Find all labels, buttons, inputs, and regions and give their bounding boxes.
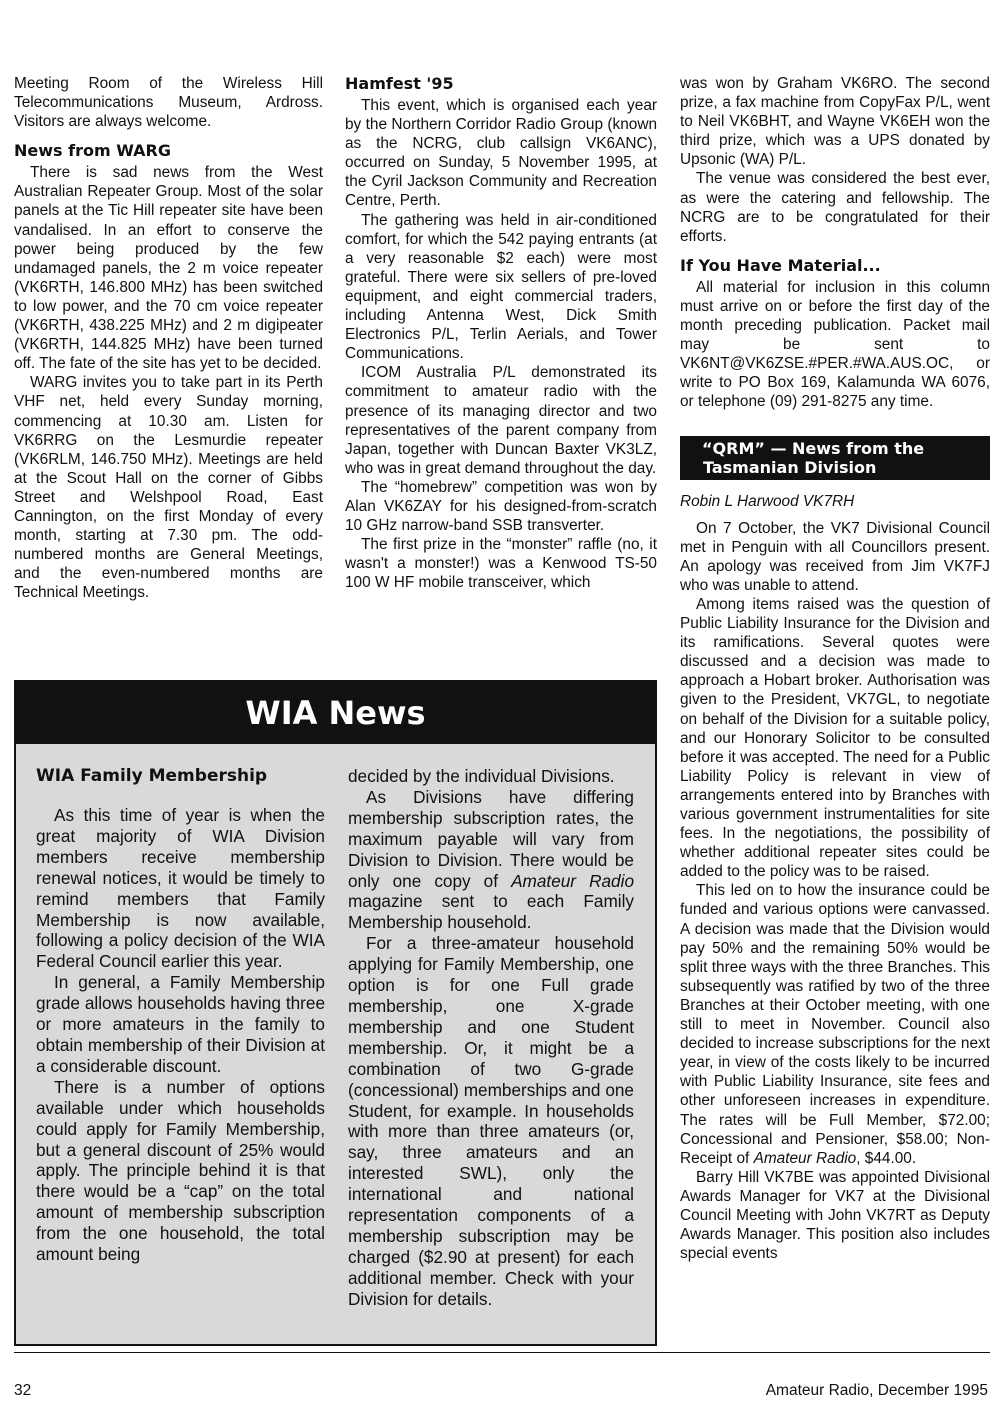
qrm-banner-line-1: “QRM” — News from the	[702, 438, 925, 458]
footer-rule	[14, 1352, 990, 1353]
paragraph: On 7 October, the VK7 Divisional Council met in Penguin with all Councillors present. An apology was received from Jim VK7FJ who was unable to attend.	[680, 519, 990, 594]
paragraph: Meeting Room of the Wireless Hill Telecommunications Museum, Ardross. Visitors are always welcome.	[14, 75, 323, 131]
wia-news-box	[14, 680, 657, 1346]
paragraph: There is sad news from the West Australian Repeater Group. Most of the solar panels at the Tic Hill repeater site have been vandalised. In an effort to conserve the power being produced by the few undamaged panels, the 2 m voice repeater (VK6RTH, 146.800 MHz) has been switched to low power, and the 70 cm voice repeater (VK6RTH, 438.225 MHz) and 2 m digipeater (VK6RTH, 144.825 MHz) have been turned off. The fate of the site has yet to be decided.	[14, 164, 323, 373]
column-right	[680, 74, 990, 1263]
qrm-section-banner	[680, 436, 990, 480]
qrm-banner-line-2: Tasmanian Division	[703, 457, 877, 477]
paragraph: Barry Hill VK7BE was appointed Divisional Awards Manager for VK7 at the Divisional Council Meeting with John VK7RT as Deputy Awards Manager. This position also includes special events	[680, 1168, 990, 1263]
paragraph: In general, a Family Membership grade allows households having three or more amateurs in the family to obtain membership of their Division at a considerable discount.	[36, 972, 325, 1076]
paragraph: decided by the individual Divisions.	[348, 766, 615, 786]
paragraph: The venue was considered the best ever, as were the catering and fellowship. The NCRG are to be congratulated for their efforts.	[680, 170, 990, 245]
paragraph: There is a number of options available under which households could apply for Family Membership, but a general discount of 25% would apply. The principle behind it is that there would be a “cap” on the total amount of membership subscription from the one household, the total amount being	[36, 1076, 325, 1265]
paragraph: As Divisions have differing membership subscription rates, the maximum payable will vary from Division to Division. There would be only one copy of Amateur Radio magazine sent to each Family Membership household.	[348, 786, 634, 933]
section-heading-warg: News from WARG	[14, 141, 171, 161]
paragraph: The “homebrew” competition was won by Alan VK6ZAY for his designed-from-scratch 10 GHz narrow-band SSB transverter.	[345, 478, 657, 535]
paragraph: Among items raised was the question of Public Liability Insurance for the Division and its ramifications. Several quotes were discussed and a decision was made to approach a Hobart broker. Authorisation was given to the President, VK7GL, to negotiate on behalf of the Division for a suitable policy, and our Honorary Solicitor to be consulted before it was accepted. The need for a Public Liability Policy is relevant in view of arrangements entered into by Branches with various government instrumentalities for site fees. In the negotiations, the possibility of whether additional repeater sites could be added to the policy was to be raised.	[680, 595, 990, 881]
wia-news-banner: WIA News	[16, 682, 655, 744]
column-left	[14, 74, 323, 602]
paragraph: The gathering was held in air-conditioned comfort, for which the 542 paying entrants (at a very reasonable $2 each) were most grateful. There were six sellers of pre-loved equipment, and eight commercial traders, including Antenna West, Dick Smith Electronics P/L, Terlin Aerials, and Tower Communications.	[345, 211, 657, 363]
page-number: 32	[14, 1382, 32, 1399]
paragraph: This event, which is organised each year by the Northern Corridor Radio Group (known as the NCRG, club callsign VK6ANC), occurred on Sunday, 5 November 1995, at the Cyril Jackson Community and Recreation Centre, Perth.	[345, 97, 657, 210]
wia-heading: WIA Family Membership	[36, 766, 268, 786]
paragraph: WARG invites you to take part in its Perth VHF net, held every Sunday morning, commencing at 10.30 am. Listen for VK6RRG on the Lesmurdie repeater (VK6RLM, 146.750 MHz). Meetings are held at the Scout Hall on the corner of Gibbs Street and Welshpool Road, East Cannington, on the first Monday of every month, starting at 7.30 pm. The odd-numbered months are General Meetings, and the even-numbered months are Technical Meetings.	[14, 374, 323, 602]
section-heading-material: If You Have Material...	[680, 255, 881, 275]
magazine-title: Amateur Radio	[753, 1149, 857, 1167]
wia-column-left	[36, 766, 325, 1265]
paragraph: ICOM Australia P/L demonstrated its commitment to amateur radio with the presence of its managing director and two representatives of the parent company from Japan, together with Duncan Baxter VK3LZ, who was in great demand throughout the day.	[345, 364, 657, 477]
section-heading-hamfest: Hamfest '95	[345, 74, 454, 93]
paragraph: was won by Graham VK6RO. The second prize, a fax machine from CopyFax P/L, went to Neil VK6BHT, and Wayne VK6EH won the third prize, which was a UPS donated by Upsonic (WA) P/L.	[680, 75, 990, 169]
journal-title: Amateur Radio, December 1995	[765, 1382, 988, 1399]
paragraph: The first prize in the “monster” raffle (no, it wasn't a monster!) was a Kenwood TS-50 100 W HF mobile transceiver, which	[345, 536, 657, 592]
column-middle	[345, 74, 657, 592]
magazine-title: Amateur Radio	[511, 870, 634, 891]
paragraph: All material for inclusion in this column must arrive on or before the first day of the month preceding publication. Packet mail may be sent to VK6NT@VK6ZSE.#PER.#WA.AUS.OC, or write to PO Box 169, Kalamunda WA 6076, or telephone (09) 291-8275 any time.	[680, 278, 990, 411]
author-byline: Robin L Harwood VK7RH	[680, 492, 855, 510]
paragraph: As this time of year is when the great majority of WIA Division members receive membership renewal notices, it would be timely to remind members that Family Membership is now available, following a policy decision of the WIA Federal Council earlier this year.	[36, 805, 325, 972]
wia-column-right	[348, 766, 634, 1310]
paragraph: For a three-amateur household applying for Family Membership, one option is for one Full grade membership, one X-grade membership and one Student membership. Or, it might be a combination of two G-grade (concessional) memberships and one Student, for example. In households with more than three amateurs (or, say, three amateurs and an interested SWL), only the international and national representation components of a membership subscription may be charged ($2.90 at present) for each additional member. Check with your Division for details.	[348, 933, 634, 1309]
paragraph: This led on to how the insurance could be funded and various options were canvassed. A decision was made that the Division would pay 50% and the remaining 50% would be split three ways with the three Branches. This subsequently was ratified by two of the three Branches at their October meeting, with one still to meet in November. Council also decided to increase subscriptions for the next year, in view of the costs likely to be incurred with Public Liability Insurance, site fees and other unforeseen increases in expenditure. The rates will be Full Member, $72.00; Concessional and Pensioner, $58.00; Non-Receipt of Amateur Radio, $44.00.	[680, 882, 990, 1167]
